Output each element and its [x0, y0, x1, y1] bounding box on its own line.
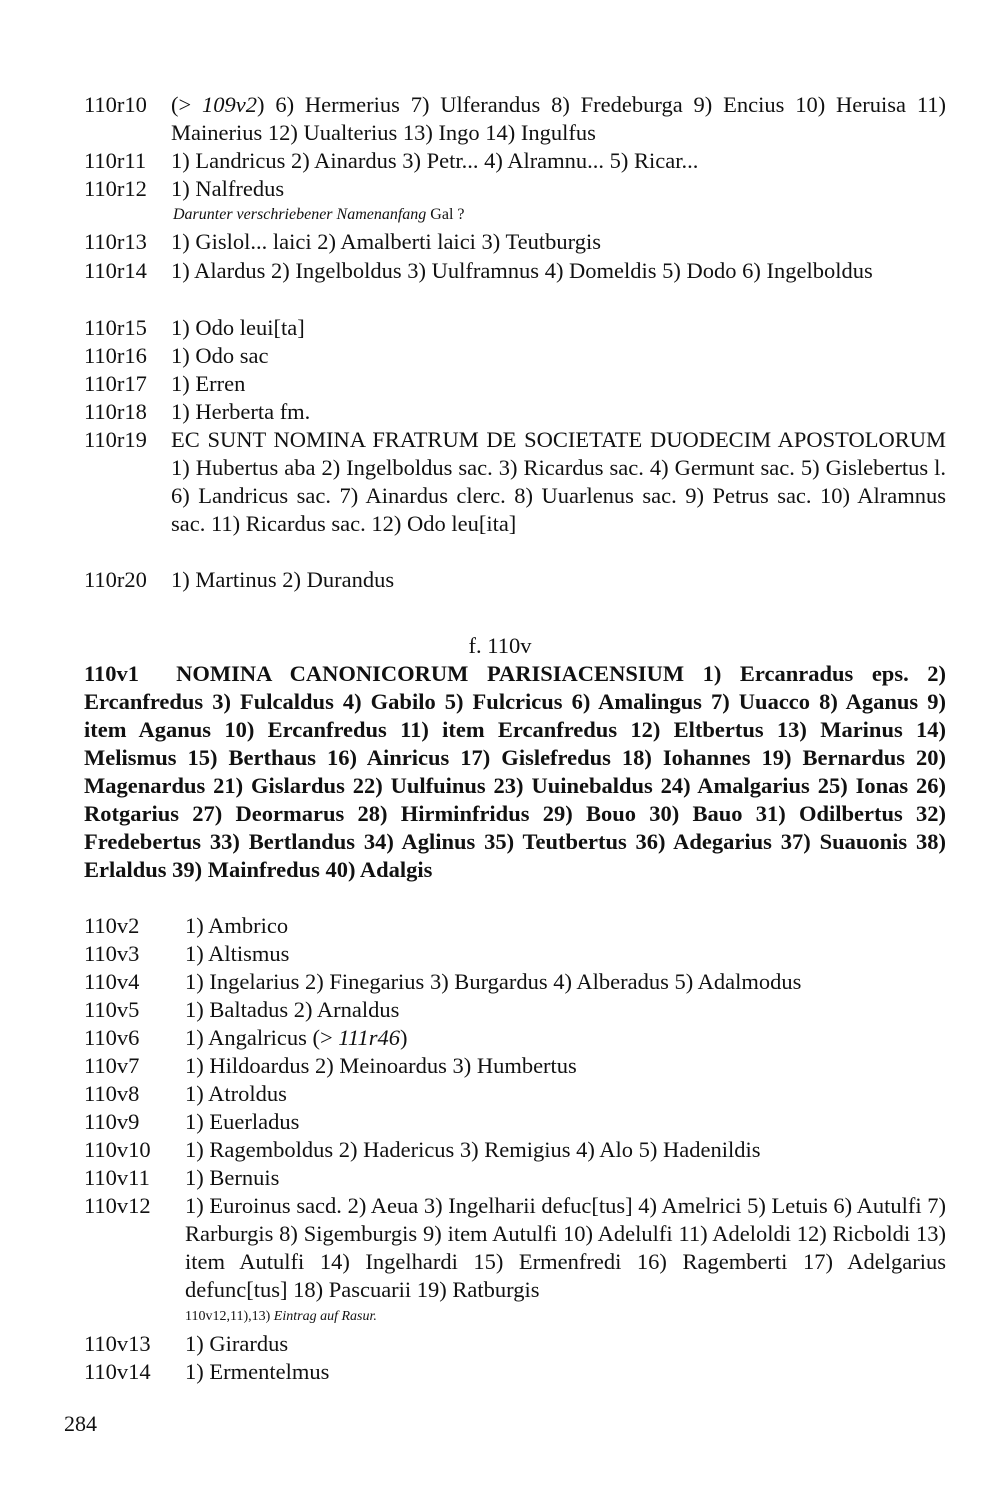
- entry-id: 110v2: [84, 913, 140, 938]
- entry-text: NOMINA CANONICORUM PARISIACENSIUM 1) Ercanradus eps. 2) Ercanfredus 3) Fulcaldus 4) Gabilo 5) Fulcricus 6) Amalingus 7) Uuacco 8) Aganus 9) item Aganus 10) Ercanfredus 11) item Ercanfredus 12) Eltbertus 13) Marinus 14) Melismus 15) Berthaus 16) Ainricus 17) Gislefredus 18) Iohannes 19) Bernardus 20) Magenardus 21) Gislardus 22) Uulfuinus 23) Uuinebaldus 24) Amalgarius 25) Ionas 26) Rotgarius 27) Deormarus 28) Hirminfridus 29) Bouo 30) Bauo 31) Odilbertus 32) Fredebertus 33) Bertlandus 34) Aglinus 35) Teutbertus 36) Adegarius 37) Suauonis 38) Erlaldus 39) Mainfredus 40) Adalgis: [84, 661, 946, 882]
- editorial-note: 110v12,11),13) Eintrag auf Rasur.: [185, 1309, 377, 1324]
- entry-id: 110v6: [84, 1025, 140, 1050]
- entry-text: 1) Atroldus: [185, 1081, 287, 1106]
- entry-id: 110v13: [84, 1331, 151, 1356]
- folio-heading: f. 110v: [468, 633, 532, 658]
- entry-text: 1) Hildoardus 2) Meinoardus 3) Humbertus: [185, 1053, 577, 1078]
- entry-text: 1) Erren: [171, 371, 246, 396]
- entry-id: 110r19: [84, 427, 147, 452]
- entry-text: 1) Ragemboldus 2) Hadericus 3) Remigius 4) Alo 5) Hadenildis: [185, 1137, 761, 1162]
- entry-id: 110r20: [84, 567, 147, 592]
- entry-id: 110r15: [84, 315, 147, 340]
- page-number: 284: [64, 1411, 97, 1436]
- entry-id: 110v14: [84, 1359, 151, 1384]
- entry-text: 1) Nalfredus: [171, 176, 285, 201]
- entry-text: 1) Herberta fm.: [171, 399, 311, 424]
- entry-text: 1) Martinus 2) Durandus: [171, 567, 395, 592]
- entry-text: 1) Odo sac: [171, 343, 269, 368]
- entry-text: 1) Girardus: [185, 1331, 289, 1356]
- entry-id: 110r11: [84, 148, 147, 173]
- entry-text: 1) Landricus 2) Ainardus 3) Petr... 4) Alramnu... 5) Ricar...: [171, 148, 699, 173]
- entry-id: 110v7: [84, 1053, 140, 1078]
- entry-text: 1) Ingelarius 2) Finegarius 3) Burgardus 4) Alberadus 5) Adalmodus: [185, 969, 802, 994]
- entry-110v1: [84, 660, 946, 884]
- entry-text: 1) Baltadus 2) Arnaldus: [185, 997, 400, 1022]
- entry-id: 110v5: [84, 997, 140, 1022]
- entry-text: 1) Bernuis: [185, 1165, 280, 1190]
- entry-id: 110r10: [84, 92, 147, 117]
- entry-text: (> 109v2) 6) Hermerius 7) Ulferandus 8) Fredeburga 9) Encius 10) Heruisa 11) Mainerius 12) Uualterius 13) Ingo 14) Ingulfus: [171, 92, 946, 145]
- entry-text: 1) Euerladus: [185, 1109, 300, 1134]
- entry-id: 110r14: [84, 258, 147, 283]
- entry-text: 1) Ermentelmus: [185, 1359, 330, 1384]
- entry-id: 110v8: [84, 1081, 140, 1106]
- entry-text: 1) Altismus: [185, 941, 290, 966]
- entry-text: 1) Odo leui[ta]: [171, 315, 305, 340]
- entry-id: 110r18: [84, 399, 147, 424]
- editorial-note: Darunter verschriebener Namenanfang Gal ?: [173, 206, 465, 223]
- entry-text: 1) Angalricus (> 111r46): [185, 1025, 408, 1050]
- entry-id: 110v3: [84, 941, 140, 966]
- entry-id: 110v10: [84, 1137, 151, 1162]
- entry-text: 1) Gislol... laici 2) Amalberti laici 3) Teutburgis: [171, 229, 602, 254]
- entry-text: 1) Euroinus sacd. 2) Aeua 3) Ingelharii defuc[tus] 4) Amelrici 5) Letuis 6) Autulfi 7) Rarburgis 8) Sigemburgis 9) item Autulfi 10) Adelulfi 11) Adeloldi 12) Ricboldi 13) item Autulfi 14) Ingelhardi 15) Ermenfredi 16) Ragemberti 17) Adelgarius defunc[tus] 18) Pascuarii 19) Ratburgis: [185, 1193, 946, 1302]
- entry-text: 1) Alardus 2) Ingelboldus 3) Uulframnus 4) Domeldis 5) Dodo 6) Ingelboldus: [171, 258, 873, 283]
- entry-id: 110r16: [84, 343, 147, 368]
- entry-id: 110v1: [84, 661, 140, 686]
- entry-text: 1) Ambrico: [185, 913, 289, 938]
- entry-id: 110r12: [84, 176, 147, 201]
- entry-id: 110v11: [84, 1165, 150, 1190]
- entry-id: 110r17: [84, 371, 147, 396]
- entry-text: EC SUNT NOMINA FRATRUM DE SOCIETATE DUODECIM APOSTOLORUM 1) Hubertus aba 2) Ingelboldus sac. 3) Ricardus sac. 4) Germunt sac. 5) Gislebertus l. 6) Landricus sac. 7) Ainardus clerc. 8) Uuarlenus sac. 9) Petrus sac. 10) Alramnus sac. 11) Ricardus sac. 12) Odo leu[ita]: [171, 427, 946, 536]
- entry-id: 110v12: [84, 1193, 151, 1218]
- entry-id: 110r13: [84, 229, 147, 254]
- entry-id: 110v4: [84, 969, 140, 994]
- entry-id: 110v9: [84, 1109, 140, 1134]
